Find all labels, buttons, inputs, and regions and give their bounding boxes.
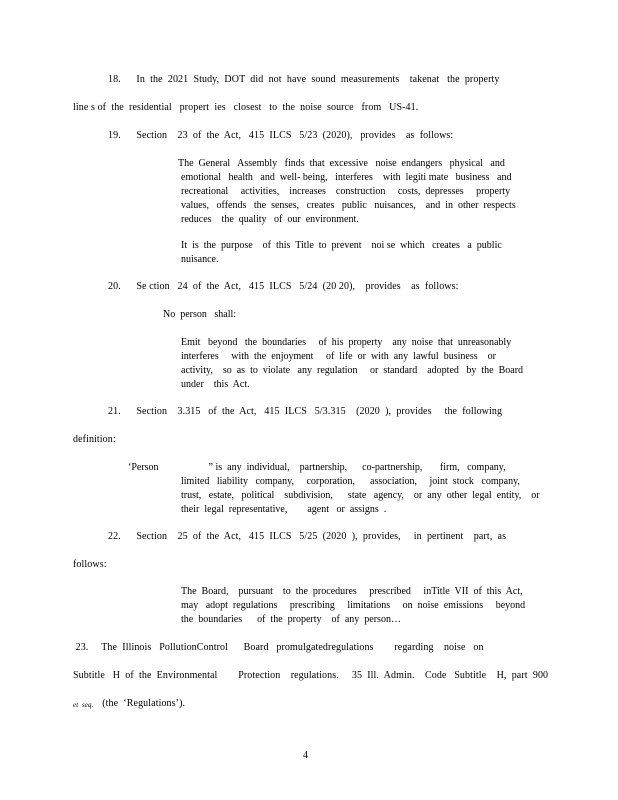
para-18-line-1: 18. In the 2021 Study, DOT did not have sound measurements takenat the property [108, 74, 500, 85]
para-20-line-1: 20. Se ction 24 of the Act, 415 ILCS 5/24 (20 20), provides as follows: [108, 281, 459, 292]
para-23-et-seq: et seq. [73, 701, 94, 709]
para-19-line-1: 19. Section 23 of the Act, 415 ILCS 5/23 (2020), provides as follows: [108, 130, 454, 141]
quote-22-line-3: the boundaries of the property of any person… [181, 614, 401, 625]
para-22-line-1: 22. Section 25 of the Act, 415 ILCS 5/25 (2020 ), provides, in pertinent part, as [108, 531, 507, 542]
quote-19-line-6: It is the purpose of this Title to prevent noi se which creates a public [181, 240, 502, 251]
para-18-line-2: line s of the residential propert ies closest to the noise source from US-41. [73, 102, 419, 113]
quote-19-line-5: reduces the quality of our environment. [181, 214, 359, 225]
quote-20-line-1: Emit beyond the boundaries of his property any noise that unreasonably [181, 337, 512, 348]
quote-20-line-2: interferes with the enjoyment of life or with any lawful business or [181, 351, 496, 362]
quote-19-line-7: nuisance. [181, 254, 219, 265]
para-23-line-2: Subtitle H of the Environmental Protection regulations. 35 Ill. Admin. Code Subtitle H, part 900 [73, 670, 549, 681]
para-23-line-3: (the ‘Regulations’). [97, 698, 186, 709]
quote-19-line-2: emotional health and well- being, interferes with legiti mate business and [181, 172, 512, 183]
para-21-line-2: definition: [73, 434, 116, 445]
page-number: 4 [303, 750, 309, 761]
quote-19-line-1: The General Assembly finds that excessive noise endangers physical and [178, 158, 505, 169]
quote-22-line-2: may adopt regulations prescribing limitations on noise emissions beyond [181, 600, 526, 611]
quote-20-intro: No person shall: [163, 309, 237, 320]
quote-21-line-1: ‘Person ” is any individual, partnership, co-partnership, firm, company, [128, 462, 506, 473]
para-23-line-1: 23. The Illinois PollutionControl Board promulgatedregulations regarding noise on [73, 642, 484, 653]
quote-21-line-2: limited liability company, corporation, association, joint stock company, [181, 476, 520, 487]
quote-21-line-3: trust, estate, political subdivision, state agency, or any other legal entity, or [181, 490, 540, 501]
para-21-line-1: 21. Section 3.315 of the Act, 415 ILCS 5/3.315 (2020 ), provides the following [108, 406, 503, 417]
quote-21-line-4: their legal representative, agent or assigns . [181, 504, 387, 515]
para-22-line-2: follows: [73, 559, 107, 570]
quote-19-line-4: values, offends the senses, creates public nuisances, and in other respects [181, 200, 516, 211]
quote-22-line-1: The Board, pursuant to the procedures prescribed inTitle VII of this Act, [181, 586, 523, 597]
quote-19-line-3: recreational activities, increases construction costs, depresses property [181, 186, 511, 197]
quote-20-line-4: under this Act. [181, 379, 250, 390]
quote-20-line-3: activity, so as to violate any regulation or standard adopted by the Board [181, 365, 524, 376]
